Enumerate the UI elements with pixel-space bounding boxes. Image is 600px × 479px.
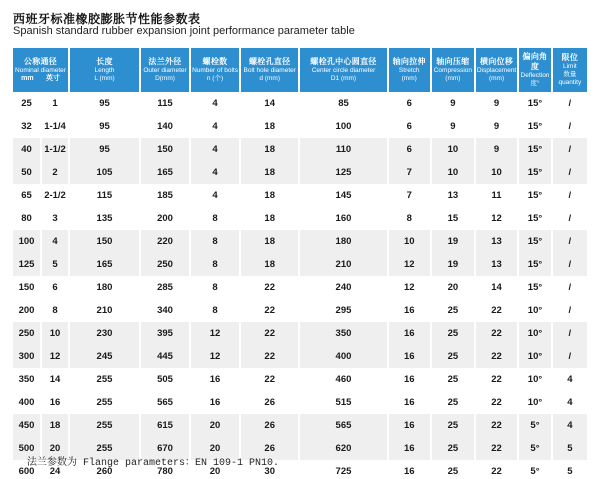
table-cell: 115 (141, 92, 189, 115)
table-cell: 565 (300, 414, 386, 437)
parameter-table (11, 48, 589, 479)
table-cell: 8 (191, 230, 239, 253)
table-cell: 10° (519, 345, 550, 368)
table-cell: 4 (42, 230, 68, 253)
table-cell: 210 (70, 299, 139, 322)
table-cell: 150 (13, 276, 40, 299)
table-cell: 25 (432, 345, 474, 368)
table-cell: 4 (191, 138, 239, 161)
table-cell: 16 (389, 460, 430, 479)
table-cell: 22 (476, 368, 517, 391)
col-header-nominal-diameter (13, 48, 68, 92)
table-cell: 5 (553, 437, 587, 460)
table-cell: 25 (432, 437, 474, 460)
table-cell: 15° (519, 92, 550, 115)
table-cell: / (553, 299, 587, 322)
table-cell: 100 (300, 115, 386, 138)
table-cell: 22 (476, 414, 517, 437)
unit-inch-label: 英寸 (45, 74, 60, 82)
col-header-en: Stretch (398, 66, 420, 74)
col-header-en: Length (94, 66, 115, 74)
table-row (13, 414, 587, 437)
unit-mm-label: mm (21, 74, 34, 82)
table-cell: 12 (476, 207, 517, 230)
col-header-unit: (mm) (445, 75, 461, 82)
table-cell: 14 (476, 276, 517, 299)
table-cell: 140 (141, 115, 189, 138)
table-cell: 8 (389, 207, 430, 230)
table-cell: 12 (42, 345, 68, 368)
table-cell: 22 (476, 345, 517, 368)
table-cell: / (553, 184, 587, 207)
table-cell: / (553, 230, 587, 253)
table-cell: 85 (300, 92, 386, 115)
table-cell: 18 (241, 207, 298, 230)
table-cell: / (553, 322, 587, 345)
table-cell: 14 (241, 92, 298, 115)
table-cell: 445 (141, 345, 189, 368)
col-header-bolt-hole-diameter (241, 48, 298, 92)
table-row (13, 115, 587, 138)
page-title-zh: 西班牙标准橡胶膨胀节性能参数表 (13, 12, 201, 26)
table-cell: 7 (389, 184, 430, 207)
col-header-zh: 轴向压缩 (436, 56, 470, 66)
col-header-unit: D(mm) (155, 75, 175, 82)
col-header-unit: (mm) (488, 75, 505, 82)
table-cell: / (553, 345, 587, 368)
col-header-zh: 轴向拉伸 (392, 56, 426, 66)
col-header-unit: n (个) (206, 75, 224, 82)
table-cell: 780 (141, 460, 189, 479)
table-cell: 6 (389, 115, 430, 138)
table-cell: 285 (141, 276, 189, 299)
table-cell: 460 (300, 368, 386, 391)
table-cell: 8 (191, 299, 239, 322)
table-cell: 230 (70, 322, 139, 345)
table-row (13, 368, 587, 391)
table-cell: 25 (432, 391, 474, 414)
table-cell: 7 (389, 161, 430, 184)
table-cell: 16 (389, 345, 430, 368)
table-cell: 150 (70, 230, 139, 253)
col-header-en: Bolt hole diameter (243, 66, 296, 74)
table-cell: 40 (13, 138, 40, 161)
col-header-zh: 横向位移 (479, 56, 514, 66)
table-header-row (13, 48, 587, 92)
table-cell: 200 (141, 207, 189, 230)
table-cell: 22 (476, 437, 517, 460)
table-cell: 22 (476, 460, 517, 479)
table-cell: 340 (141, 299, 189, 322)
col-header-en: Limit (562, 62, 577, 70)
table-cell: / (553, 92, 587, 115)
table-cell: 15° (519, 253, 550, 276)
table-cell: 26 (241, 437, 298, 460)
table-cell: 185 (141, 184, 189, 207)
table-cell: 10 (432, 138, 474, 161)
table-cell: 18 (241, 115, 298, 138)
col-header-zh: 长度 (96, 56, 113, 66)
table-row (13, 391, 587, 414)
table-cell: 10 (389, 230, 430, 253)
col-header-length (70, 48, 139, 92)
table-cell: / (553, 115, 587, 138)
table-cell: 26 (241, 414, 298, 437)
table-cell: 4 (191, 161, 239, 184)
table-cell: 165 (70, 253, 139, 276)
table-cell: 15° (519, 230, 550, 253)
table-cell: 5 (42, 253, 68, 276)
table-cell: 4 (191, 92, 239, 115)
table-cell: / (553, 138, 587, 161)
col-header-compression (432, 48, 474, 92)
table-cell: / (553, 207, 587, 230)
table-cell: 10 (42, 322, 68, 345)
table-cell: 22 (241, 322, 298, 345)
table-cell: 220 (141, 230, 189, 253)
table-row (13, 161, 587, 184)
table-cell: 30 (241, 460, 298, 479)
table-cell: 15 (432, 207, 474, 230)
table-cell: 12 (191, 322, 239, 345)
table-cell: 16 (389, 414, 430, 437)
table-row (13, 253, 587, 276)
table-cell: 620 (300, 437, 386, 460)
table-cell: 95 (70, 115, 139, 138)
table-cell: 515 (300, 391, 386, 414)
col-header-zh: 限位 (561, 52, 579, 62)
table-cell: 15° (519, 161, 550, 184)
table-cell: 32 (13, 115, 40, 138)
table-cell: 180 (70, 276, 139, 299)
table-row (13, 184, 587, 207)
table-cell: 200 (13, 299, 40, 322)
table-cell: 725 (300, 460, 386, 479)
table-cell: 22 (241, 368, 298, 391)
table-cell: 13 (476, 253, 517, 276)
col-header-en: Nominal diameter (15, 66, 66, 74)
table-cell: 14 (42, 368, 68, 391)
col-header-en: Number of bolts (192, 66, 238, 74)
col-header-displacement (476, 48, 517, 92)
table-row (13, 230, 587, 253)
flange-parameters-note: 法兰参数为 Flange parameters：EN 109-1 PN10. (27, 458, 280, 469)
table-cell: / (553, 276, 587, 299)
table-cell: 16 (389, 322, 430, 345)
table-cell: 10° (519, 368, 550, 391)
table-cell: 600 (13, 460, 40, 479)
table-cell: 145 (300, 184, 386, 207)
table-cell: 400 (13, 391, 40, 414)
table-cell: 110 (300, 138, 386, 161)
table-cell: 9 (476, 92, 517, 115)
table-cell: 6 (389, 92, 430, 115)
table-cell: 9 (476, 115, 517, 138)
table-cell: 25 (432, 299, 474, 322)
table-cell: 300 (13, 345, 40, 368)
table-cell: 260 (70, 460, 139, 479)
table-cell: 95 (70, 138, 139, 161)
table-cell: 20 (191, 460, 239, 479)
table-cell: 2 (42, 161, 68, 184)
table-cell: 50 (13, 161, 40, 184)
table-cell: 4 (553, 414, 587, 437)
table-cell: 25 (13, 92, 40, 115)
table-cell: 245 (70, 345, 139, 368)
table-cell: 670 (141, 437, 189, 460)
table-cell: 16 (42, 391, 68, 414)
col-header-zh: 螺栓数 (202, 56, 228, 66)
table-cell: 150 (141, 138, 189, 161)
table-cell: 5° (519, 414, 550, 437)
table-cell: 20 (42, 437, 68, 460)
table-cell: 18 (241, 253, 298, 276)
table-cell: 4 (553, 368, 587, 391)
table-body (13, 92, 587, 479)
table-cell: 22 (476, 299, 517, 322)
table-cell: 10° (519, 391, 550, 414)
col-header-stretch (389, 48, 430, 92)
table-cell: 125 (13, 253, 40, 276)
col-header-unit: 度° (530, 80, 540, 87)
table-cell: 2-1/2 (42, 184, 68, 207)
table-cell: 240 (300, 276, 386, 299)
table-header (13, 48, 587, 92)
table-cell: 25 (432, 322, 474, 345)
table-cell: 25 (432, 414, 474, 437)
table-cell: 22 (241, 299, 298, 322)
table-cell: 400 (300, 345, 386, 368)
table-cell: 26 (241, 391, 298, 414)
table-cell: 160 (300, 207, 386, 230)
table-cell: 24 (42, 460, 68, 479)
table-row (13, 299, 587, 322)
table-row (13, 322, 587, 345)
table-cell: 18 (241, 161, 298, 184)
table-cell: 6 (42, 276, 68, 299)
table-cell: 1 (42, 92, 68, 115)
table-cell: 565 (141, 391, 189, 414)
table-cell: 18 (241, 138, 298, 161)
table-cell: 12 (389, 276, 430, 299)
col-header-zh: 螺栓孔直径 (248, 56, 291, 66)
table-cell: 15° (519, 276, 550, 299)
table-cell: 20 (191, 414, 239, 437)
table-cell: 13 (476, 230, 517, 253)
col-header-zh: 法兰外径 (148, 56, 182, 66)
table-cell: 1-1/4 (42, 115, 68, 138)
table-row (13, 207, 587, 230)
table-cell: 16 (389, 299, 430, 322)
table-cell: 5 (553, 460, 587, 479)
table-cell: 165 (141, 161, 189, 184)
table-row (13, 345, 587, 368)
table-cell: 450 (13, 414, 40, 437)
table-cell: 16 (389, 368, 430, 391)
table-cell: 255 (70, 391, 139, 414)
table-cell: 25 (432, 460, 474, 479)
table-cell: 10 (432, 161, 474, 184)
col-header-en: Outer diameter (143, 66, 187, 74)
table-cell: 615 (141, 414, 189, 437)
table-cell: 135 (70, 207, 139, 230)
table-cell: 15° (519, 115, 550, 138)
table-cell: 12 (389, 253, 430, 276)
col-header-unit: L (mm) (94, 75, 115, 82)
col-header-unit: D1 (mm) (330, 75, 357, 82)
table-cell: / (553, 253, 587, 276)
col-header-en: Compression (433, 66, 473, 74)
table-cell: 8 (191, 253, 239, 276)
col-header-en: Center circle diameter (311, 66, 376, 74)
table-cell: 10° (519, 322, 550, 345)
table-cell: 255 (70, 437, 139, 460)
table-cell: 9 (432, 115, 474, 138)
col-header-unit: d (mm) (259, 75, 281, 82)
table-cell: 9 (476, 138, 517, 161)
col-header-en: Displacement (476, 66, 517, 74)
table-cell: 22 (476, 391, 517, 414)
table-cell: 12 (191, 345, 239, 368)
table-cell: 4 (553, 391, 587, 414)
col-header-outer-diameter (141, 48, 189, 92)
table-cell: 350 (300, 322, 386, 345)
table-cell: 3 (42, 207, 68, 230)
table-cell: 8 (191, 207, 239, 230)
table-cell: 255 (70, 414, 139, 437)
table-cell: 19 (432, 253, 474, 276)
col-header-deflection (519, 48, 550, 92)
table-cell: 16 (389, 391, 430, 414)
col-header-subunits (13, 75, 68, 84)
table-cell: 505 (141, 368, 189, 391)
table-cell: 95 (70, 92, 139, 115)
table-cell: 19 (432, 230, 474, 253)
table-cell: 1-1/2 (42, 138, 68, 161)
table-cell: 10° (519, 299, 550, 322)
table-row (13, 276, 587, 299)
table-cell: 100 (13, 230, 40, 253)
table-cell: 22 (476, 322, 517, 345)
table-cell: 395 (141, 322, 189, 345)
table-cell: 22 (241, 345, 298, 368)
table-cell: 4 (191, 184, 239, 207)
table-cell: 9 (432, 92, 474, 115)
table-cell: 10 (476, 161, 517, 184)
table-cell: 20 (191, 437, 239, 460)
table-cell: 18 (241, 230, 298, 253)
table-cell: 295 (300, 299, 386, 322)
table-cell: 22 (241, 276, 298, 299)
col-header-zh: 螺栓孔中心圆直径 (310, 56, 377, 66)
table-cell: 65 (13, 184, 40, 207)
table-cell: 13 (432, 184, 474, 207)
table-cell: 8 (191, 276, 239, 299)
table-cell: 20 (432, 276, 474, 299)
col-header-number-of-bolts (191, 48, 239, 92)
table-cell: 350 (13, 368, 40, 391)
table-cell: 4 (191, 115, 239, 138)
page-title-en: Spanish standard rubber expansion joint performance parameter table (13, 25, 355, 37)
table-cell: 15° (519, 184, 550, 207)
table-cell: 18 (42, 414, 68, 437)
col-header-en: Deflection (520, 71, 550, 79)
table-cell: 15° (519, 207, 550, 230)
table-cell: 16 (191, 391, 239, 414)
table-cell: 16 (389, 437, 430, 460)
table-cell: 25 (432, 368, 474, 391)
col-header-unit: 数量 quantity (558, 70, 582, 87)
table-cell: 210 (300, 253, 386, 276)
table-cell: 125 (300, 161, 386, 184)
table-cell: 16 (191, 368, 239, 391)
table-cell: 5° (519, 460, 550, 479)
table-cell: 105 (70, 161, 139, 184)
table-row (13, 138, 587, 161)
table-cell: 115 (70, 184, 139, 207)
table-cell: 180 (300, 230, 386, 253)
table-cell: 8 (42, 299, 68, 322)
table-cell: 11 (476, 184, 517, 207)
col-header-zh: 偏向角度 (522, 51, 548, 71)
table-cell: 250 (141, 253, 189, 276)
table-row (13, 92, 587, 115)
table-cell: 5° (519, 437, 550, 460)
table-cell: 250 (13, 322, 40, 345)
table-cell: 15° (519, 138, 550, 161)
col-header-zh: 公称通径 (23, 56, 58, 66)
table-cell: 255 (70, 368, 139, 391)
col-header-unit: (mm) (401, 75, 417, 82)
table-cell: 18 (241, 184, 298, 207)
table-cell: 500 (13, 437, 40, 460)
col-header-limit (553, 48, 587, 92)
table-cell: / (553, 161, 587, 184)
col-header-center-circle-diameter (300, 48, 386, 92)
table-cell: 80 (13, 207, 40, 230)
table-cell: 6 (389, 138, 430, 161)
